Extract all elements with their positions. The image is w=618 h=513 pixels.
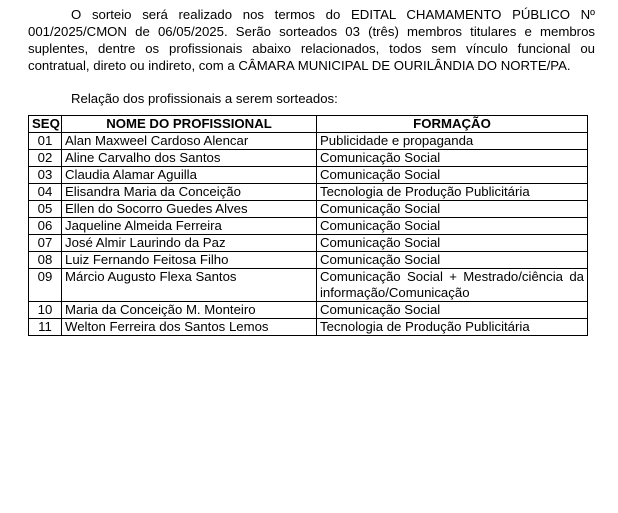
list-heading: Relação dos profissionais a serem sorteados:	[71, 91, 338, 106]
row-seq: 08	[29, 252, 62, 269]
row-formation: Comunicação Social	[317, 252, 588, 269]
row-seq: 11	[29, 319, 62, 336]
row-seq: 06	[29, 218, 62, 235]
table-row	[29, 150, 588, 167]
table-body	[29, 133, 588, 336]
row-name: Maria da Conceição M. Monteiro	[62, 302, 317, 319]
row-formation: Comunicação Social + Mestrado/ciência da informação/Comunicação	[317, 269, 588, 302]
table-row	[29, 319, 588, 336]
table-row	[29, 302, 588, 319]
row-name: Alan Maxweel Cardoso Alencar	[62, 133, 317, 150]
row-name: Ellen do Socorro Guedes Alves	[62, 201, 317, 218]
row-seq: 02	[29, 150, 62, 167]
row-seq: 09	[29, 269, 62, 302]
row-formation: Comunicação Social	[317, 235, 588, 252]
row-seq: 07	[29, 235, 62, 252]
table-row	[29, 252, 588, 269]
header-seq: SEQ	[29, 116, 62, 133]
row-name: Welton Ferreira dos Santos Lemos	[62, 319, 317, 336]
table-row	[29, 133, 588, 150]
table-row	[29, 269, 588, 302]
row-name: Márcio Augusto Flexa Santos	[62, 269, 317, 302]
table-row	[29, 201, 588, 218]
row-formation: Publicidade e propaganda	[317, 133, 588, 150]
table-row	[29, 235, 588, 252]
row-seq: 04	[29, 184, 62, 201]
row-name: Jaqueline Almeida Ferreira	[62, 218, 317, 235]
header-name: NOME DO PROFISSIONAL	[62, 116, 317, 133]
table-row	[29, 218, 588, 235]
row-name: Claudia Alamar Aguilla	[62, 167, 317, 184]
row-formation: Comunicação Social	[317, 218, 588, 235]
row-name: Luiz Fernando Feitosa Filho	[62, 252, 317, 269]
row-name: José Almir Laurindo da Paz	[62, 235, 317, 252]
table-row	[29, 167, 588, 184]
row-formation: Tecnologia de Produção Publicitária	[317, 319, 588, 336]
row-formation: Comunicação Social	[317, 302, 588, 319]
header-formation: FORMAÇÃO	[317, 116, 588, 133]
row-name: Aline Carvalho dos Santos	[62, 150, 317, 167]
row-seq: 01	[29, 133, 62, 150]
table-row	[29, 184, 588, 201]
row-seq: 10	[29, 302, 62, 319]
row-formation: Comunicação Social	[317, 150, 588, 167]
document-page	[28, 6, 595, 336]
row-formation: Tecnologia de Produção Publicitária	[317, 184, 588, 201]
table-header-row	[29, 116, 588, 133]
intro-paragraph: O sorteio será realizado nos termos do EDITAL CHAMAMENTO PÚBLICO Nº 001/2025/CMON de 06/05/2025. Serão sorteados 03 (três) membros titulares e membros suplentes, dentre os profissionais abaixo relacionados, todos sem vínculo funcional ou contratual, direto ou indireto, com a CÂMARA MUNICIPAL DE OURILÂNDIA DO NORTE/PA.	[28, 7, 595, 73]
row-formation: Comunicação Social	[317, 201, 588, 218]
professionals-table	[28, 115, 588, 336]
row-seq: 03	[29, 167, 62, 184]
row-formation: Comunicação Social	[317, 167, 588, 184]
row-seq: 05	[29, 201, 62, 218]
row-name: Elisandra Maria da Conceição	[62, 184, 317, 201]
